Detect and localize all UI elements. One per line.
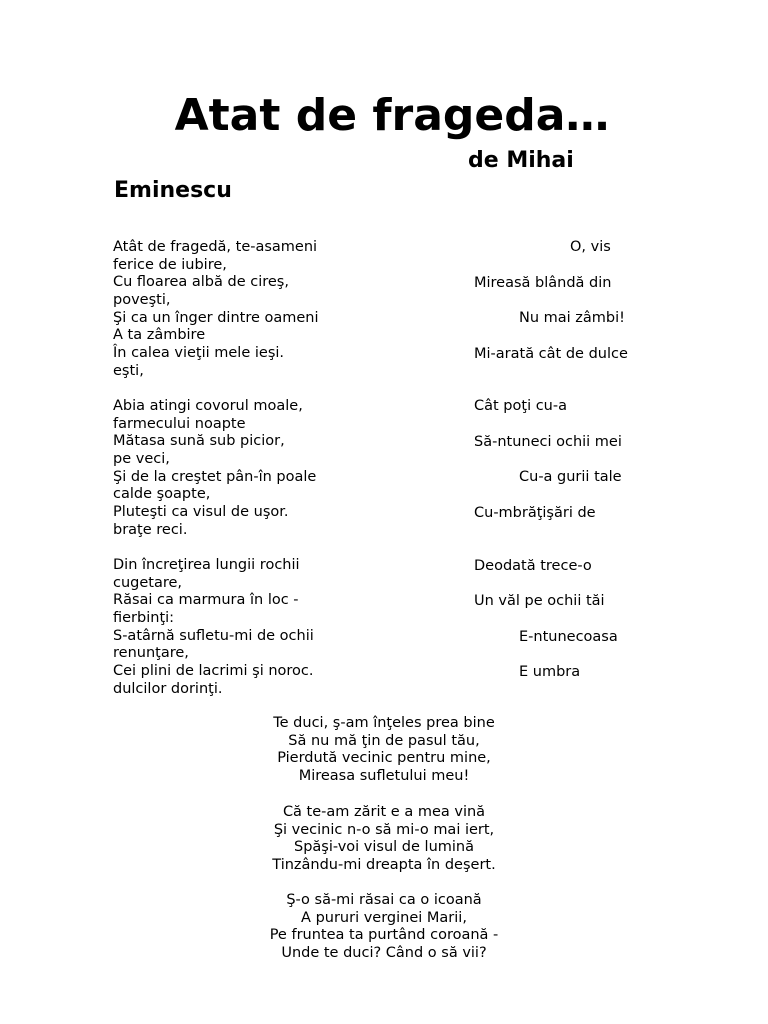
poem-line: eşti, [113, 362, 144, 379]
poem-line: Răsai ca marmura în loc - [113, 592, 299, 609]
poem-line: Spăşi-voi visul de lumină [294, 839, 474, 856]
poem-title: Atat de frageda… [174, 90, 610, 141]
poem-line: Cât poţi cu-a [474, 398, 567, 414]
left-stanza-3 [113, 557, 314, 699]
poem-line: Ş-o să-mi răsai ca o icoană [286, 892, 482, 908]
author-byline-line-2: Eminescu [114, 178, 232, 203]
poem-line: Şi de la creştet pân-în poale [113, 468, 317, 485]
poem-line: ferice de iubire, [113, 256, 227, 273]
poem-line: farmecului noapte [113, 415, 246, 432]
poem-line: Unde te duci? Când o să vii? [281, 945, 487, 962]
poem-line: Abia atingi covorul moale, [113, 398, 303, 414]
poem-line: Un văl pe ochii tăi [474, 593, 605, 609]
poem-line: A ta zâmbire [113, 327, 206, 344]
poem-line: O, vis [570, 239, 611, 255]
poem-line: Atât de fragedă, te-asameni [113, 239, 318, 255]
poem-line: Că te-am zărit e a mea vină [282, 804, 486, 820]
poem-line: fierbinţi: [113, 610, 175, 627]
center-stanza-2 [0, 804, 768, 875]
poem-line: Să-ntuneci ochii mei [474, 434, 622, 450]
poem-line: Deodată trece-o [474, 558, 592, 574]
poem-line: Cei plini de lacrimi şi noroc. [113, 663, 314, 680]
poem-line: A pururi verginei Marii, [301, 909, 467, 926]
poem-line: poveşti, [113, 292, 171, 309]
poem-line: Mireasa sufletului meu! [298, 768, 470, 785]
poem-line: braţe reci. [113, 521, 188, 538]
poem-line: Să nu mă ţin de pasul tău, [288, 732, 480, 749]
poem-line: Cu-mbrăţişări de [474, 505, 596, 521]
poem-line: Cu-a gurii tale [519, 469, 622, 485]
poem-line: renunţare, [113, 645, 189, 662]
poem-line: calde şoapte, [113, 486, 211, 503]
poem-line: Mireasă blândă din [474, 275, 612, 291]
left-stanza-2 [113, 398, 316, 540]
poem-line: cugetare, [113, 574, 183, 591]
poem-line: Nu mai zâmbi! [519, 310, 625, 326]
poem-line: S-atârnă sufletu-mi de ochii [113, 627, 314, 644]
poem-line: Cu floarea albă de cireş, [113, 274, 289, 291]
poem-line: dulcilor dorinţi. [113, 680, 223, 697]
poem-line: Mi-arată cât de dulce [474, 346, 628, 362]
center-stanza-3 [0, 892, 768, 963]
poem-line: Te duci, ş-am înţeles prea bine [273, 715, 495, 731]
poem-line: Pluteşti ca visul de uşor. [113, 504, 289, 521]
poem-line: Pe fruntea ta purtând coroană - [269, 927, 499, 944]
poem-line: pe veci, [113, 451, 170, 468]
poem-line: În calea vieţii mele ieşi. [113, 345, 285, 362]
poem-line: Mătasa sună sub picior, [113, 433, 285, 450]
poem-line: Pierdută vecinic pentru mine, [277, 750, 491, 767]
poem-line: Din încreţirea lungii rochii [113, 557, 300, 573]
left-stanza-1 [113, 239, 319, 381]
poem-line: E umbra [519, 664, 581, 680]
poem-line: Şi vecinic n-o să mi-o mai iert, [273, 821, 495, 838]
author-byline-line-1: de Mihai [468, 148, 574, 173]
center-stanza-1 [0, 715, 768, 786]
poem-line: Şi ca un înger dintre oameni [113, 309, 319, 326]
poem-line: E-ntunecoasa [519, 629, 618, 645]
poem-line: Tinzându-mi dreapta în deşert. [272, 857, 496, 874]
